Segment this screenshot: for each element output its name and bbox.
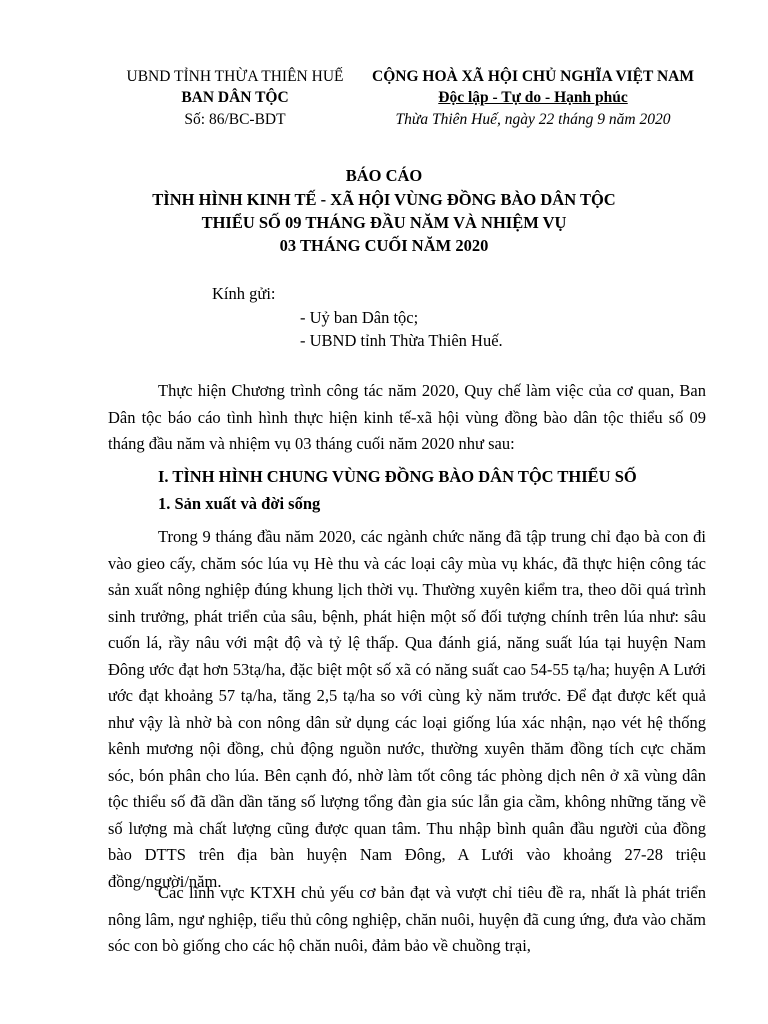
recipient-item: - UBND tỉnh Thừa Thiên Huế.	[300, 331, 503, 350]
report-title: BÁO CÁO	[345, 166, 423, 185]
org-line1: UBND TỈNH THỪA THIÊN HUẾ	[126, 68, 344, 85]
report-subtitle-line2: THIỂU SỐ 09 THÁNG ĐẦU NĂM VÀ NHIỆM VỤ	[201, 213, 567, 232]
doc-number: Số: 86/BC-BDT	[184, 111, 286, 128]
report-subtitle-line3: 03 THÁNG CUỐI NĂM 2020	[279, 236, 489, 255]
body-paragraph: Các lĩnh vực KTXH chủ yếu cơ bản đạt và vượt chỉ tiêu đề ra, nhất là phát triển nông lâm, ngư nghiệp, tiểu thủ công nghiệp, chăn nuôi, huyện đã cung ứng, đưa vào chăm sóc con bò giống cho các hộ chăn nuôi, đảm bảo về chuồng trại,	[108, 883, 706, 955]
recipient-item: - Uỷ ban Dân tộc;	[300, 308, 419, 327]
subsection-heading: 1. Sản xuất và đời sống	[158, 494, 321, 513]
report-subtitle-line1: TÌNH HÌNH KINH TẾ - XÃ HỘI VÙNG ĐỒNG BÀO DÂN TỘC	[152, 190, 616, 209]
nation-title: CỘNG HOÀ XÃ HỘI CHỦ NGHĨA VIỆT NAM	[372, 68, 694, 85]
place-date: Thừa Thiên Huế, ngày 22 tháng 9 năm 2020	[395, 111, 671, 128]
body-paragraph: Trong 9 tháng đầu năm 2020, các ngành chức năng đã tập trung chỉ đạo bà con đi vào gieo cấy, chăm sóc lúa vụ Hè thu và các loại cây mùa vụ khác, đã thực hiện công tác sản xuất nông nghiệp đúng khung lịch thời vụ. Thường xuyên kiểm tra, theo dõi quá trình sinh trưởng, phát triển của sâu, bệnh, phát hiện một số đối tượng chính trên lúa như: sâu cuốn lá, rầy nâu với mật độ và tỷ lệ thấp. Qua đánh giá, năng suất lúa tại huyện Nam Đông ước đạt hơn 53tạ/ha, đặc biệt một số xã có năng suất cao 54-55 tạ/ha; huyện A Lưới ước đạt khoảng 57 tạ/ha, tăng 2,5 tạ/ha so với cùng kỳ năm trước. Để đạt được kết quả như vậy là nhờ bà con nông dân sử dụng các loại giống lúa xác nhận, nạo vét hệ thống kênh mương nội đồng, chủ động nguồn nước, thường xuyên thăm đồng tích cực chăm sóc, bón phân cho lúa. Bên cạnh đó, nhờ làm tốt công tác phòng dịch nên ở xã vùng dân tộc thiểu số đã dần dần tăng số lượng tổng đàn gia súc lẫn gia cầm, không những tăng về số lượng mà chất lượng cũng được quan tâm. Thu nhập bình quân đầu người của đồng bào DTTS trên địa bàn huyện Nam Đông, A Lưới vào khoảng 27-28 triệu đồng/người/năm.	[108, 527, 706, 891]
motto: Độc lập - Tự do - Hạnh phúc	[438, 89, 628, 106]
org-line2: BAN DÂN TỘC	[181, 89, 289, 106]
section-heading: I. TÌNH HÌNH CHUNG VÙNG ĐỒNG BÀO DÂN TỘC THIỂU SỐ	[158, 467, 637, 486]
intro-paragraph: Thực hiện Chương trình công tác năm 2020, Quy chế làm việc của cơ quan, Ban Dân tộc báo cáo tình hình thực hiện kinh tế-xã hội vùng đồng bào dân tộc thiểu số 09 tháng đầu năm và nhiệm vụ 03 tháng cuối năm 2020 như sau:	[108, 381, 706, 453]
recipients-label: Kính gửi:	[212, 284, 276, 303]
